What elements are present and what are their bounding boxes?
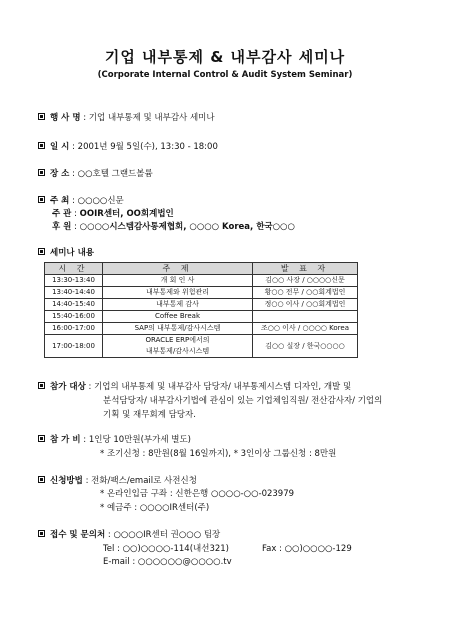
bullet-square-icon: [38, 382, 45, 389]
fee-row: [38, 434, 191, 446]
participants-row: [38, 381, 351, 393]
place-row: 장 소 : ○○호텔 그랜드볼륨: [38, 168, 153, 180]
sponsor-value: ○○○○시스템감사통제협회, ○○○○ Korea, 한국○○○: [79, 222, 295, 232]
place-label: 장 소: [50, 169, 70, 179]
date-label: 일 시: [50, 142, 70, 152]
row-speaker: 황○○ 전무 / ○○회계법인: [253, 287, 358, 299]
contact-row: [38, 529, 220, 541]
row-time: 16:00-17:00: [45, 323, 103, 335]
sponsor-label: 후 원: [52, 222, 72, 232]
contact-email: E-mail : ○○○○○○@○○○○.tv: [103, 557, 232, 567]
row-time: 15:40-16:00: [45, 311, 103, 323]
organizer-label: 주 관: [52, 209, 72, 219]
bullet-square-icon: [38, 530, 45, 537]
row-speaker: 조○○ 이사 / ○○○○ Korea: [253, 323, 358, 335]
event-name-row: 행 사 명 : 기업 내부통제 및 내부감사 세미나: [38, 112, 215, 124]
table-row: [45, 323, 358, 335]
host-value: ○○○○신문: [77, 196, 124, 206]
row-topic: 개 회 인 사: [103, 275, 253, 287]
row-topic: 내부통제 감사: [103, 299, 253, 311]
apply-label: 신청방법: [50, 476, 83, 486]
table-row: [45, 335, 358, 358]
contact-value: : ○○○○IR센터 권○○○ 팀장: [107, 530, 221, 540]
bullet-square-icon: [38, 196, 45, 203]
apply-note1: * 온라인입금 구좌 : 신한은행 ○○○○-○○-023979: [100, 489, 295, 499]
row-speaker: [253, 311, 358, 323]
participants-line1: : 기업의 내부통제 및 내부감사 담당자/ 내부통제시스템 디자인, 개발 및: [88, 382, 352, 392]
row-topic-line2: 내부통제/감사시스템: [145, 347, 210, 355]
contact-label: 접수 및 문의처: [50, 530, 106, 540]
bullet-square-icon: [38, 435, 45, 442]
place-value: ○○호텔 그랜드볼륨: [77, 169, 153, 179]
sponsor-row: 후 원 : ○○○○시스템감사통제협회, ○○○○ Korea, 한국○○○: [52, 222, 295, 232]
host-row: 주 최 : ○○○○신문: [38, 195, 124, 207]
table-row: [45, 311, 358, 323]
participants-line2: 분석담당자/ 내부감사기법에 관심이 있는 기업체임직원/ 전산감사자/ 기업의: [103, 396, 383, 406]
bullet-square-icon: [38, 476, 45, 483]
row-topic: 내부통제와 위험관리: [103, 287, 253, 299]
schedule-heading: [38, 247, 94, 259]
schedule-header-row: [45, 263, 358, 275]
page-title: 기업 내부통제 & 내부감사 세미나: [104, 48, 346, 66]
table-row: [45, 275, 358, 287]
table-row: [45, 299, 358, 311]
organizer-row: 주 관 : OOIR센터, OO회계법인: [52, 209, 174, 219]
col-header-topic: 주 제: [103, 263, 253, 275]
row-speaker: 김○○ 사장 / ○○○○신문: [253, 275, 358, 287]
event-name-label: 행 사 명: [50, 113, 81, 123]
fee-value: : 1인당 10만원(부가세 별도): [83, 435, 191, 445]
col-header-time: 시 간: [45, 263, 103, 275]
apply-value: : 전화/팩스/email로 사전신청: [85, 476, 197, 486]
row-speaker: 정○○ 이사 / ○○회계법인: [253, 299, 358, 311]
host-label: 주 최: [50, 196, 70, 206]
row-time: 13:40-14:40: [45, 287, 103, 299]
contact-fax: Fax : ○○)○○○○-129: [262, 544, 352, 554]
row-time: 14:40-15:40: [45, 299, 103, 311]
row-time: 13:30-13:40: [45, 275, 103, 287]
row-time: 17:00-18:00: [45, 335, 103, 358]
fee-note: * 조기신청 : 8만원(8월 16일까지), * 3인이상 그룹신청 : 8만원: [100, 449, 337, 459]
table-row: [45, 287, 358, 299]
contact-tel: Tel : ○○)○○○○-114(내선321): [103, 544, 229, 554]
page-subtitle: (Corporate Internal Control & Audit System Seminar): [97, 70, 353, 80]
row-topic: [103, 335, 253, 358]
schedule-table: [44, 262, 358, 358]
organizer-value: OOIR센터, OO회계법인: [79, 209, 174, 219]
bullet-square-icon: [38, 142, 45, 149]
bullet-square-icon: [38, 248, 45, 255]
row-speaker: 김○○ 실장 / 한국○○○○: [253, 335, 358, 358]
date-value: 2001년 9월 5일(수), 13:30 - 18:00: [77, 142, 218, 152]
row-topic: Coffee Break: [103, 311, 253, 323]
bullet-square-icon: [38, 169, 45, 176]
schedule-heading-label: 세미나 내용: [50, 248, 95, 258]
fee-label: 참 가 비: [50, 435, 81, 445]
participants-line3: 기획 및 재무회계 담당자.: [103, 410, 196, 420]
date-row: 일 시 : 2001년 9월 5일(수), 13:30 - 18:00: [38, 141, 218, 153]
apply-note2: * 예금주 : ○○○○IR센터(주): [100, 503, 210, 513]
row-topic: SAP의 내부통제/감사시스템: [103, 323, 253, 335]
row-topic-line1: ORACLE ERP에서의: [145, 336, 210, 344]
participants-label: 참가 대상: [50, 382, 86, 392]
event-name-value: 기업 내부통제 및 내부감사 세미나: [88, 113, 215, 123]
apply-row: [38, 475, 197, 487]
bullet-square-icon: [38, 113, 45, 120]
col-header-speaker: 발 표 자: [253, 263, 358, 275]
